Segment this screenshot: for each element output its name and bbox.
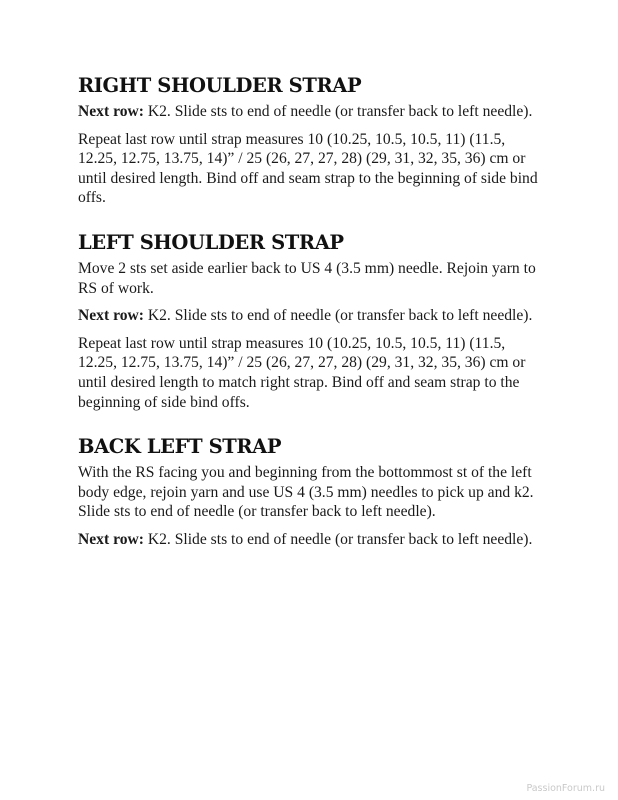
- instruction-paragraph: [78, 259, 548, 298]
- paragraph-text: K2. Slide sts to end of needle (or transfer back to left needle).: [143, 103, 533, 120]
- section-left-shoulder-strap: [78, 230, 548, 412]
- instruction-paragraph: [78, 306, 548, 326]
- row-label: Next row:: [78, 307, 144, 325]
- section-back-left-strap: [78, 434, 548, 549]
- paragraph-text: K2. Slide sts to end of needle (or transfer back to left needle).: [143, 530, 533, 548]
- watermark: PassionForum.ru: [526, 783, 605, 794]
- row-label: Next row:: [78, 530, 144, 548]
- row-label: Next row:: [78, 103, 144, 120]
- paragraph-text: Move 2 sts set aside earlier back to US 4 (3.5 mm) needle. Rejoin yarn to RS of work.: [78, 259, 536, 297]
- paragraph-text: K2. Slide sts to end of needle (or transfer back to left needle).: [143, 307, 533, 325]
- paragraph-text: With the RS facing you and beginning from the bottommost st of the left body edge, rejoin yarn and use US 4 (3.5 mm) needles to pick up and k2. Slide sts to end of needle (or transfer back to left needle).: [78, 464, 534, 521]
- section-heading: RIGHT SHOULDER STRAP: [78, 74, 362, 97]
- section-heading: LEFT SHOULDER STRAP: [78, 230, 344, 254]
- instruction-paragraph: [78, 102, 548, 122]
- document-body: [78, 73, 548, 572]
- instruction-paragraph: [78, 530, 548, 550]
- instruction-paragraph: [78, 130, 548, 208]
- section-right-shoulder-strap: [78, 73, 548, 208]
- paragraph-text: Repeat last row until strap measures 10 (10.25, 10.5, 10.5, 11) (11.5, 12.25, 12.75, 13.75, 14)” / 25 (26, 27, 27, 28) (29, 31, 32, 35, 36) cm or until desired length to match right strap. Bind off and seam strap to the beginning of side bind offs.: [78, 334, 526, 411]
- instruction-paragraph: [78, 334, 548, 412]
- instruction-paragraph: [78, 463, 548, 522]
- paragraph-text: Repeat last row until strap measures 10 (10.25, 10.5, 10.5, 11) (11.5, 12.25, 12.75, 13.75, 14)” / 25 (26, 27, 27, 28) (29, 31, 32, 35, 36) cm or until desired length. Bind off and seam strap to the beginning of side bind offs.: [78, 130, 538, 207]
- section-heading: BACK LEFT STRAP: [78, 435, 282, 459]
